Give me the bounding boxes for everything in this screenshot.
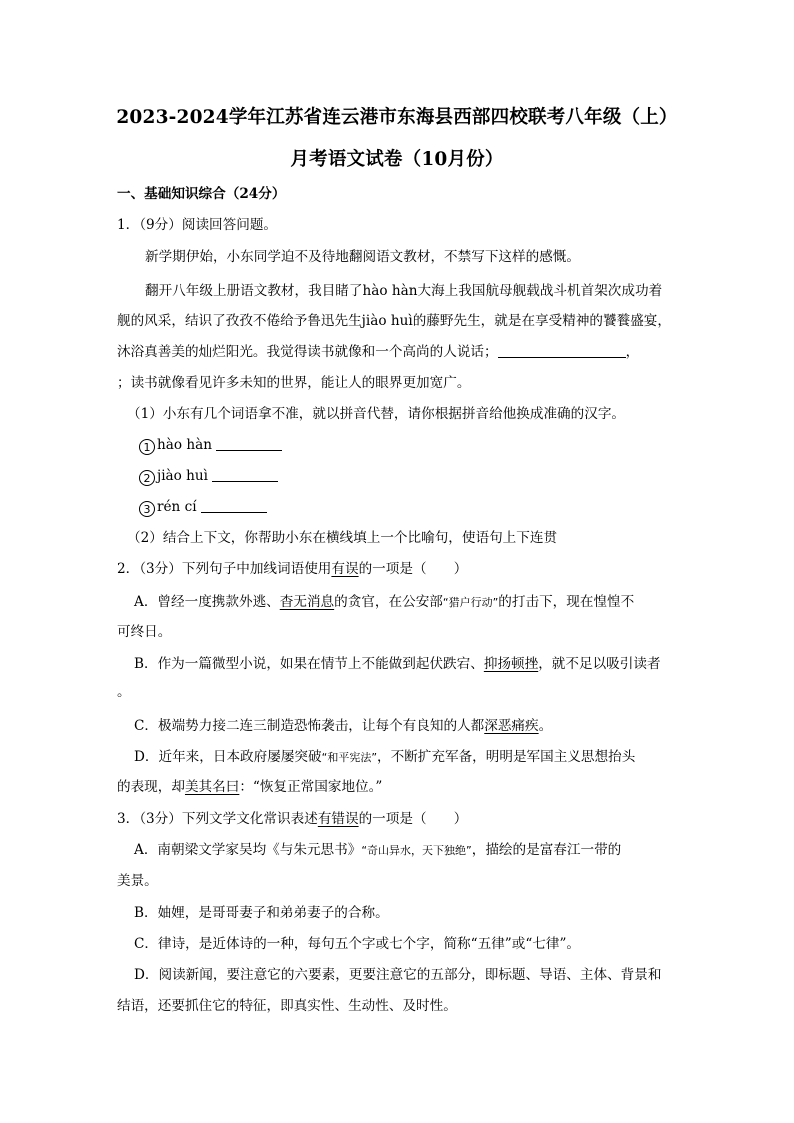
answer-blank[interactable] <box>212 467 278 482</box>
q3-option-a-line1 <box>134 840 621 861</box>
q1-sub1: （1）小东有几个词语拿不准，就以拼音代替，请你根据拼音给他换成准确的汉字。 <box>127 406 626 422</box>
text: ，就不足以吸引读者 <box>538 656 661 672</box>
q2-option-d-line2 <box>117 777 382 797</box>
text: 的表现，却 <box>117 779 185 795</box>
q2-stem-pre: 2．（3分）下列句子中加线词语使用 <box>117 561 332 577</box>
q2-option-a-line2: 可终日。 <box>117 624 172 640</box>
q1-para2-line3-text: 沐浴真善美的灿烂阳光。我觉得读书就像和一个高尚的人说话； <box>117 344 498 360</box>
text: 的一项是（ ） <box>358 811 468 827</box>
q2-option-c-line1 <box>134 716 552 736</box>
text: D．近年来，日本政府屡屡突破 <box>134 749 322 765</box>
q3-option-c: C．律诗，是近体诗的一种，每句五个字或七个字，简称“五律”或“七律”。 <box>134 936 581 952</box>
answer-blank[interactable] <box>201 498 267 513</box>
q1-item-1 <box>139 435 282 455</box>
text: 3．（3分）下列文学文化常识表述 <box>117 811 318 827</box>
q1-para2-line2: 舰的风采，结识了孜孜不倦给予鲁迅先生jiào huì的藤野先生，就是在享受精神的饕餮盛宴， <box>117 313 671 329</box>
text: A．曾经一度携款外逃、 <box>134 594 280 610</box>
text: ，描绘的是富春江一带的 <box>471 842 622 858</box>
answer-blank[interactable] <box>216 436 282 451</box>
q1-stem: 1．（9分）阅读回答问题。 <box>117 217 278 233</box>
q1-item-pinyin: hào hàn <box>157 437 212 453</box>
quoted-term: “奇山异水，天下独绝” <box>361 844 472 857</box>
q3-option-b: B．妯娌，是哥哥妻子和弟弟妻子的合称。 <box>134 905 389 921</box>
underlined-phrase: 有错误 <box>317 811 359 827</box>
q1-para2-line4: ；读书就像看见许多未知的世界，能让人的眼界更加宽广。 <box>117 375 471 391</box>
q2-option-a-line1 <box>134 592 634 613</box>
circled-number: 2 <box>139 470 155 486</box>
exam-title-line1: 2023-2024学年江苏省连云港市东海县西部四校联考八年级（上） <box>116 107 678 128</box>
quoted-term: “和平宪法” <box>321 751 378 764</box>
text: 的贪官，在公安部 <box>334 594 443 610</box>
text: A．南朝梁文学家吴均《与朱元思书》 <box>134 842 362 858</box>
exam-title-line2: 月考语文试卷（10月份） <box>290 149 504 170</box>
q2-option-d-line1 <box>134 747 635 768</box>
text: ：“恢复正常国家地位。” <box>239 779 383 795</box>
q1-para2-line3 <box>117 342 639 362</box>
quoted-term: “猎户行动” <box>442 596 499 609</box>
circled-number: 1 <box>139 439 155 455</box>
q1-item-pinyin: jiào huì <box>157 468 209 484</box>
underlined-phrase: 深恶痛疾 <box>484 718 539 734</box>
text: B．作为一篇微型小说，如果在情节上不能做到起伏跌宕、 <box>134 656 484 672</box>
q1-sub2: （2）结合上下文，你帮助小东在横线填上一个比喻句，使语句上下连贯 <box>127 530 558 546</box>
metaphor-blank[interactable] <box>498 343 626 358</box>
q3-stem <box>117 809 467 829</box>
underlined-phrase: 抑扬顿挫 <box>483 656 539 672</box>
q1-item-3 <box>139 497 267 517</box>
q1-para1: 新学期伊始，小东同学迫不及待地翻阅语文教材，不禁写下这样的感慨。 <box>145 249 580 265</box>
q1-para2-line1: 翻开八年级上册语文教材，我目睹了hào hàn大海上我国航母舰载战斗机首架次成功着 <box>145 283 663 299</box>
text: 的打击下，现在惶惶不 <box>498 594 635 610</box>
q3-option-d-line2: 结语，还要抓住它的特征，即真实性、生动性、及时性。 <box>117 998 457 1014</box>
underlined-phrase: 美其名曰 <box>184 779 240 795</box>
q2-stem <box>117 559 467 579</box>
section-heading: 一、基础知识综合（24分） <box>117 186 286 202</box>
q2-option-b-line1 <box>134 654 661 674</box>
text: C．极端势力接二连三制造恐怖袭击，让每个有良知的人都 <box>134 718 485 734</box>
q2-stem-post: 的一项是（ ） <box>358 561 468 577</box>
text: 。 <box>538 718 553 734</box>
text: ，不断扩充军备，明明是军国主义思想抬头 <box>377 749 636 765</box>
q1-item-2 <box>139 466 278 486</box>
q3-option-a-line2: 美景。 <box>117 873 158 889</box>
q2-stem-underlined: 有误 <box>331 561 359 577</box>
q2-option-b-line2: 。 <box>117 684 131 700</box>
q1-item-pinyin: rén cí <box>157 499 197 515</box>
q1-comma: ， <box>625 344 640 360</box>
circled-number: 3 <box>139 501 155 517</box>
q3-option-d-line1: D．阅读新闻，要注意它的六要素，更要注意它的五部分，即标题、导语、主体、背景和 <box>134 967 662 983</box>
underlined-phrase: 杳无消息 <box>279 594 335 610</box>
